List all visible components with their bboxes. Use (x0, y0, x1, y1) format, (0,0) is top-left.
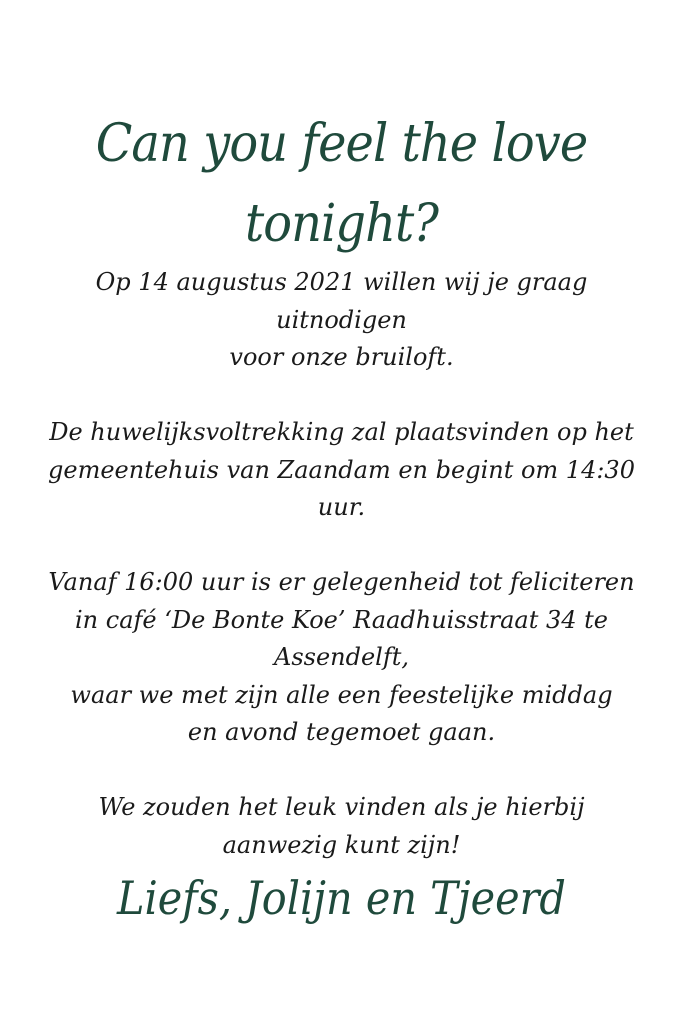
text-line: uur. (317, 493, 366, 521)
invitation-title: Can you feel the love tonight? (95, 114, 588, 254)
text-line: Assendelft, (273, 643, 410, 671)
text-line: gemeentehuis van Zaandam en begint om 14:30 (48, 455, 635, 484)
paragraph-spacer (40, 752, 643, 790)
text-line: De huwelijksvoltrekking zal plaatsvinden op het (49, 418, 634, 446)
paragraph-spacer (40, 527, 643, 565)
text-line: en avond tegemoet gaan. (187, 718, 496, 746)
text-line: voor onze bruiloft. (229, 343, 454, 371)
paragraph-reception (40, 564, 643, 752)
signature: Liefs, Jolijn en Tjeerd (117, 871, 566, 925)
paragraph-ceremony (40, 414, 643, 527)
text-line: Op 14 augustus 2021 willen wij je graag uitnodigen (95, 268, 588, 334)
text-line: We zouden het leuk vinden als je hierbij (98, 793, 585, 821)
paragraph-date (40, 264, 643, 377)
text-line: aanwezig kunt zijn! (222, 830, 461, 859)
text-line: waar we met zijn alle een feestelijke middag (70, 680, 613, 709)
invitation-body (40, 264, 643, 864)
paragraph-closing (40, 789, 643, 864)
text-line: Vanaf 16:00 uur is er gelegenheid tot feliciteren (48, 568, 635, 596)
paragraph-spacer (40, 377, 643, 415)
text-line: in café ‘De Bonte Koe’ Raadhuisstraat 34 te (75, 605, 608, 634)
